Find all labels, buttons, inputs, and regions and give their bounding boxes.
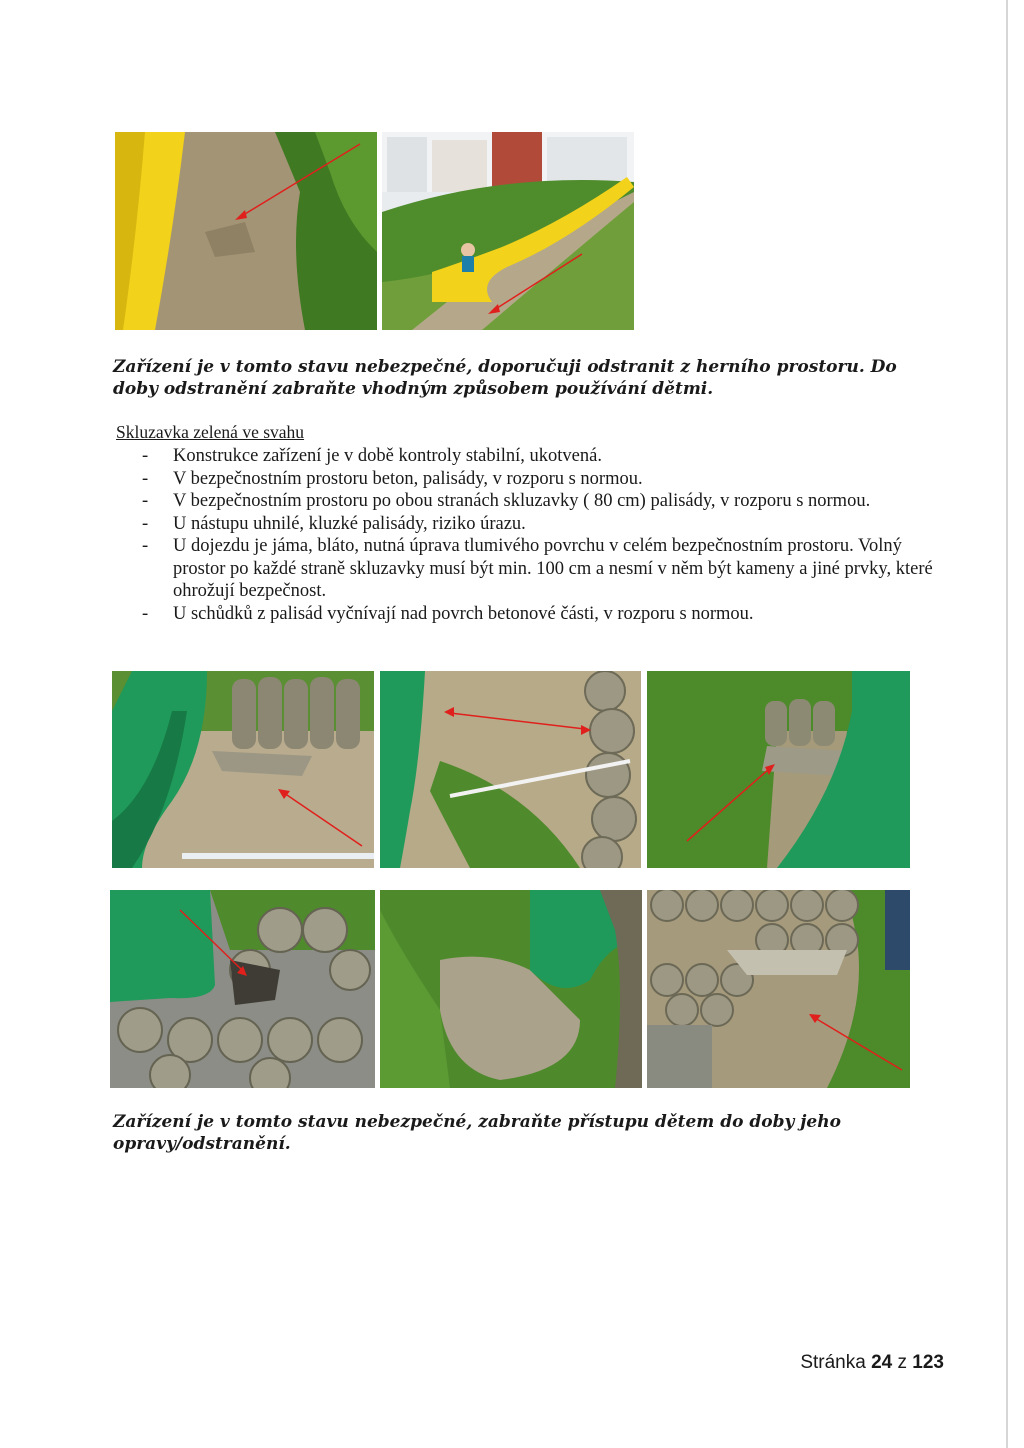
page-edge-line <box>1006 0 1008 1448</box>
list-item: - U schůdků z palisád vyčnívají nad povrch betonové části, v rozporu s normou. <box>142 603 754 624</box>
bullet-marker: - <box>142 603 149 624</box>
footer-total-pages: 123 <box>912 1352 944 1373</box>
list-item: - Konstrukce zařízení je v době kontroly stabilní, ukotvená. <box>142 446 602 466</box>
photo-green-slide-concrete <box>110 890 375 1088</box>
photo-green-slide-measure <box>380 671 641 868</box>
bullet-marker: - <box>142 446 149 466</box>
bullet-marker: - <box>142 536 149 556</box>
list-item: - V bezpečnostním prostoru beton, palisády, v rozporu s normou. <box>142 468 643 489</box>
photo-green-slide-exit-pit <box>380 890 642 1088</box>
defect-list <box>116 445 946 625</box>
photo-palisade-steps <box>647 890 910 1088</box>
footer-prefix: Stránka <box>800 1352 866 1373</box>
photo-yellow-slide-hillside <box>382 132 634 330</box>
bullet-marker: - <box>142 468 149 489</box>
footer-separator: z <box>897 1352 908 1373</box>
list-item: - V bezpečnostním prostoru po obou stranách skluzavky ( 80 cm) palisády, v rozporu s normou. <box>142 491 871 511</box>
bullet-marker: - <box>142 513 149 534</box>
page-footer <box>800 1352 944 1374</box>
warning-top: Zařízení je v tomto stavu nebezpečné, doporučuji odstranit z herního prostoru. Do doby odstranění zabraňte vhodným způsobem používání dětmi. <box>113 357 897 399</box>
footer-page-number: 24 <box>871 1352 893 1373</box>
photo-yellow-slide-closeup <box>115 132 377 330</box>
list-item: - U nástupu uhnilé, kluzké palisády, riziko úrazu. <box>142 513 526 534</box>
bullet-marker: - <box>142 491 149 511</box>
section-title: Skluzavka zelená ve svahu <box>116 422 305 442</box>
warning-bottom: Zařízení je v tomto stavu nebezpečné, zabraňte přístupu dětem do doby jeho opravy/odstranění. <box>113 1112 841 1154</box>
list-item: - U dojezdu je jáma, bláto, nutná úprava tlumivého povrchu v celém bezpečnostním prostoru. Volný prostor po každé straně skluzavky musí být min. 100 cm a nesmí v něm být kameny a jiné prvky, které ohrožují bezpečnost. <box>142 536 933 601</box>
photo-green-slide-palisades-left <box>112 671 374 868</box>
photo-green-slide-palisades-right <box>647 671 910 868</box>
